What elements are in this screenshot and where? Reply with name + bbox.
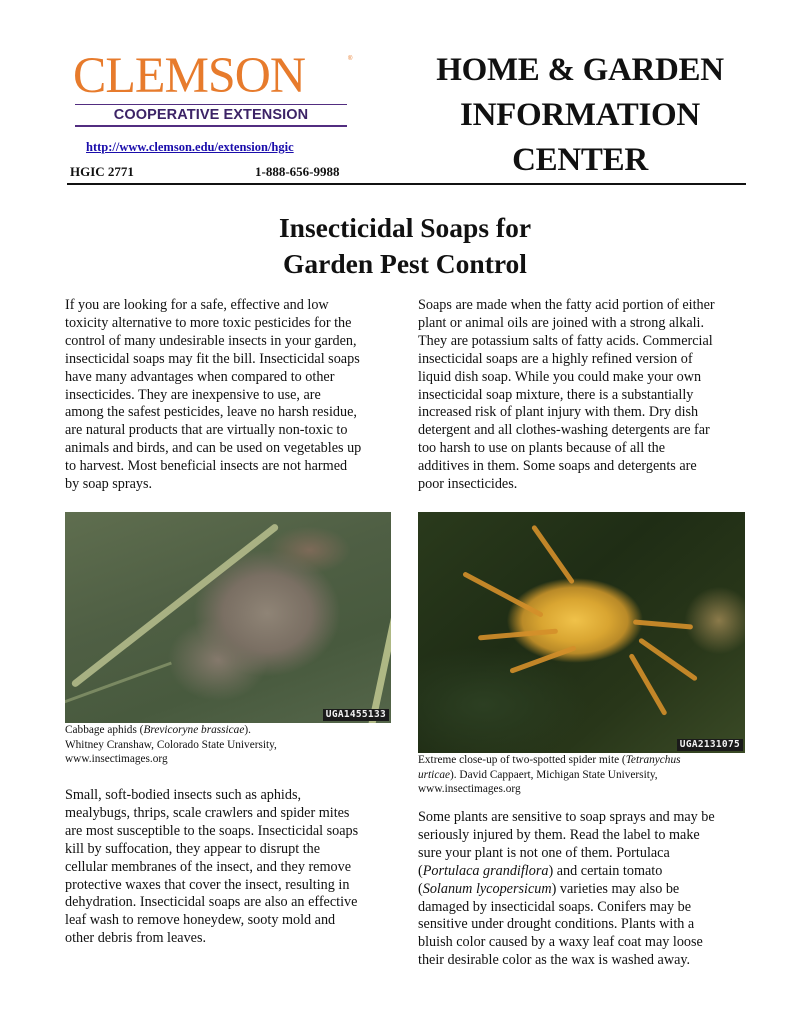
- text-line: dehydration. Insecticidal soaps are also an effective: [65, 894, 358, 911]
- registered-mark: ®: [348, 56, 353, 62]
- hgic-center-title: [400, 48, 760, 183]
- mite-leg: [633, 619, 693, 629]
- hgic-fact-sheet-number: HGIC 2771: [70, 164, 134, 179]
- spider-mite-caption: [418, 753, 758, 797]
- document-title-line-1: Insecticidal Soaps for: [278, 212, 532, 243]
- text-line: cellular membranes of the insect, and they remove: [65, 858, 352, 875]
- text-line: [418, 881, 758, 899]
- species-name: Tetranychus: [625, 754, 681, 766]
- text-line: Soaps are made when the fatty acid portion of either: [418, 297, 715, 313]
- text-line: are natural products that are virtually non-toxic to: [65, 422, 348, 439]
- mite-leg: [509, 645, 576, 674]
- document-title: [200, 210, 610, 282]
- text-line: by soap sprays.: [65, 476, 153, 493]
- text-line: animals and birds, and can be used on vegetables up: [65, 440, 362, 457]
- header-rule: [67, 183, 746, 185]
- text-line: leaf wash to remove honeydew, sooty mold and: [65, 912, 336, 929]
- text-line: have many advantages when compared to other: [65, 368, 335, 385]
- caption-line: [418, 768, 758, 783]
- hgic-title-line-1: HOME & GARDEN: [436, 52, 724, 88]
- caption-text: ). David Cappaert, Michigan State University,: [450, 768, 658, 781]
- text-line: Some plants are sensitive to soap sprays and may be: [418, 809, 715, 825]
- paragraph-intro: [65, 297, 395, 494]
- leaf-vein: [367, 512, 391, 723]
- text-line: too harsh to use on plants because of all the: [418, 440, 666, 457]
- text-line: kill by suffocation, they appear to disrupt the: [65, 840, 321, 857]
- leaf-vein: [70, 523, 279, 689]
- caption-line: [418, 753, 758, 768]
- hgic-title-line-2: INFORMATION: [460, 97, 700, 133]
- caption-line: [65, 723, 395, 738]
- text-line: Small, soft-bodied insects such as aphids,: [65, 787, 302, 803]
- paragraph-sensitive-plants: [418, 809, 758, 970]
- mite-leg: [628, 653, 667, 716]
- species-name: Solanum lycopersicum: [422, 880, 552, 897]
- text-line: insecticidal soaps are a highly refined version of: [418, 350, 693, 367]
- hgic-website-link[interactable]: http://www.clemson.edu/extension/hgic: [86, 140, 294, 154]
- text-line: insecticidal soaps may fit the bill. Insecticidal soaps: [65, 350, 360, 367]
- mite-leg: [462, 571, 544, 618]
- aphids-caption: [65, 723, 395, 767]
- text-line: among the safest pesticides, leave no harsh residue,: [65, 404, 357, 421]
- text-line: toxicity alternative to more toxic pesticides for the: [65, 314, 352, 331]
- text-line: liquid dish soap. While you could make your own: [418, 368, 702, 385]
- hgic-phone-number: 1-888-656-9988: [255, 164, 340, 179]
- text-line: poor insecticides.: [418, 476, 518, 493]
- text-line: increased risk of plant injury with them. Dry dish: [418, 404, 699, 421]
- caption-text: ).: [244, 724, 251, 736]
- hgic-title-line-3: CENTER: [512, 142, 648, 178]
- species-name: urticae: [418, 768, 450, 781]
- text-line: protective waxes that cover the insect, resulting in: [65, 876, 350, 893]
- text-line: additives in them. Some soaps and detergents are: [418, 458, 697, 475]
- caption-site: www.insectimages.org: [65, 753, 168, 765]
- image-id-tag: UGA2131075: [677, 739, 743, 751]
- species-name: Portulaca grandiflora: [422, 862, 549, 879]
- caption-site: www.insectimages.org: [418, 783, 521, 795]
- spider-mite-photo: [418, 512, 745, 753]
- text-line: bluish color caused by a waxy leaf coat may loose: [418, 934, 703, 951]
- text-line: damaged by insecticidal soaps. Conifers may be: [418, 898, 692, 915]
- paragraph-soft-bodied-insects: [65, 787, 395, 948]
- clemson-logo-subtitle: COOPERATIVE EXTENSION: [113, 107, 309, 123]
- paragraph-how-soaps-are-made: [418, 297, 758, 494]
- caption-text: Extreme close-up of two-spotted spider mite (: [418, 754, 626, 766]
- text-fragment: ) and certain tomato: [548, 862, 663, 879]
- text-line: detergent and all clothes-washing detergents are far: [418, 422, 710, 439]
- text-line: insecticidal soap mixture, there is a substantially: [418, 386, 694, 403]
- mite-leg: [478, 629, 558, 641]
- text-line: If you are looking for a safe, effective and low: [65, 297, 329, 313]
- text-line: seriously injured by them. Read the label to make: [418, 826, 700, 843]
- logo-divider-bottom: [75, 125, 347, 127]
- text-line: control of many undesirable insects in your garden,: [65, 332, 357, 349]
- text-line: other debris from leaves.: [65, 930, 207, 947]
- caption-credit: Whitney Cranshaw, Colorado State University,: [65, 738, 277, 751]
- text-line: plant or animal oils are joined with a strong alkali.: [418, 314, 705, 331]
- mite-leg: [531, 524, 575, 584]
- image-id-tag: UGA1455133: [323, 709, 389, 721]
- text-line: are most susceptible to the soaps. Insecticidal soaps: [65, 822, 359, 839]
- text-line: sensitive under drought conditions. Plants with a: [418, 916, 695, 933]
- text-fragment: (: [418, 880, 423, 897]
- text-line: their desirable color as the wax is washed away.: [418, 952, 691, 969]
- text-line: They are potassium salts of fatty acids. Commercial: [418, 332, 713, 349]
- leaf-vein: [65, 662, 172, 706]
- document-title-line-2: Garden Pest Control: [283, 248, 527, 279]
- text-line: sure your plant is not one of them. Portulaca: [418, 844, 670, 861]
- species-name: Brevicoryne brassicae: [143, 724, 245, 736]
- clemson-logo-wordmark: CLEMSON: [73, 48, 305, 104]
- text-line: mealybugs, thrips, scale crawlers and spider mites: [65, 804, 350, 821]
- text-line: insecticides. They are inexpensive to use, are: [65, 386, 321, 403]
- cabbage-aphids-photo: [65, 512, 391, 723]
- text-line: [418, 863, 758, 881]
- caption-text: Cabbage aphids (: [65, 724, 144, 736]
- text-fragment: ) varieties may also be: [551, 880, 680, 897]
- text-fragment: (: [418, 862, 423, 879]
- mite-leg: [638, 637, 698, 681]
- text-line: to harvest. Most beneficial insects are not harmed: [65, 458, 348, 475]
